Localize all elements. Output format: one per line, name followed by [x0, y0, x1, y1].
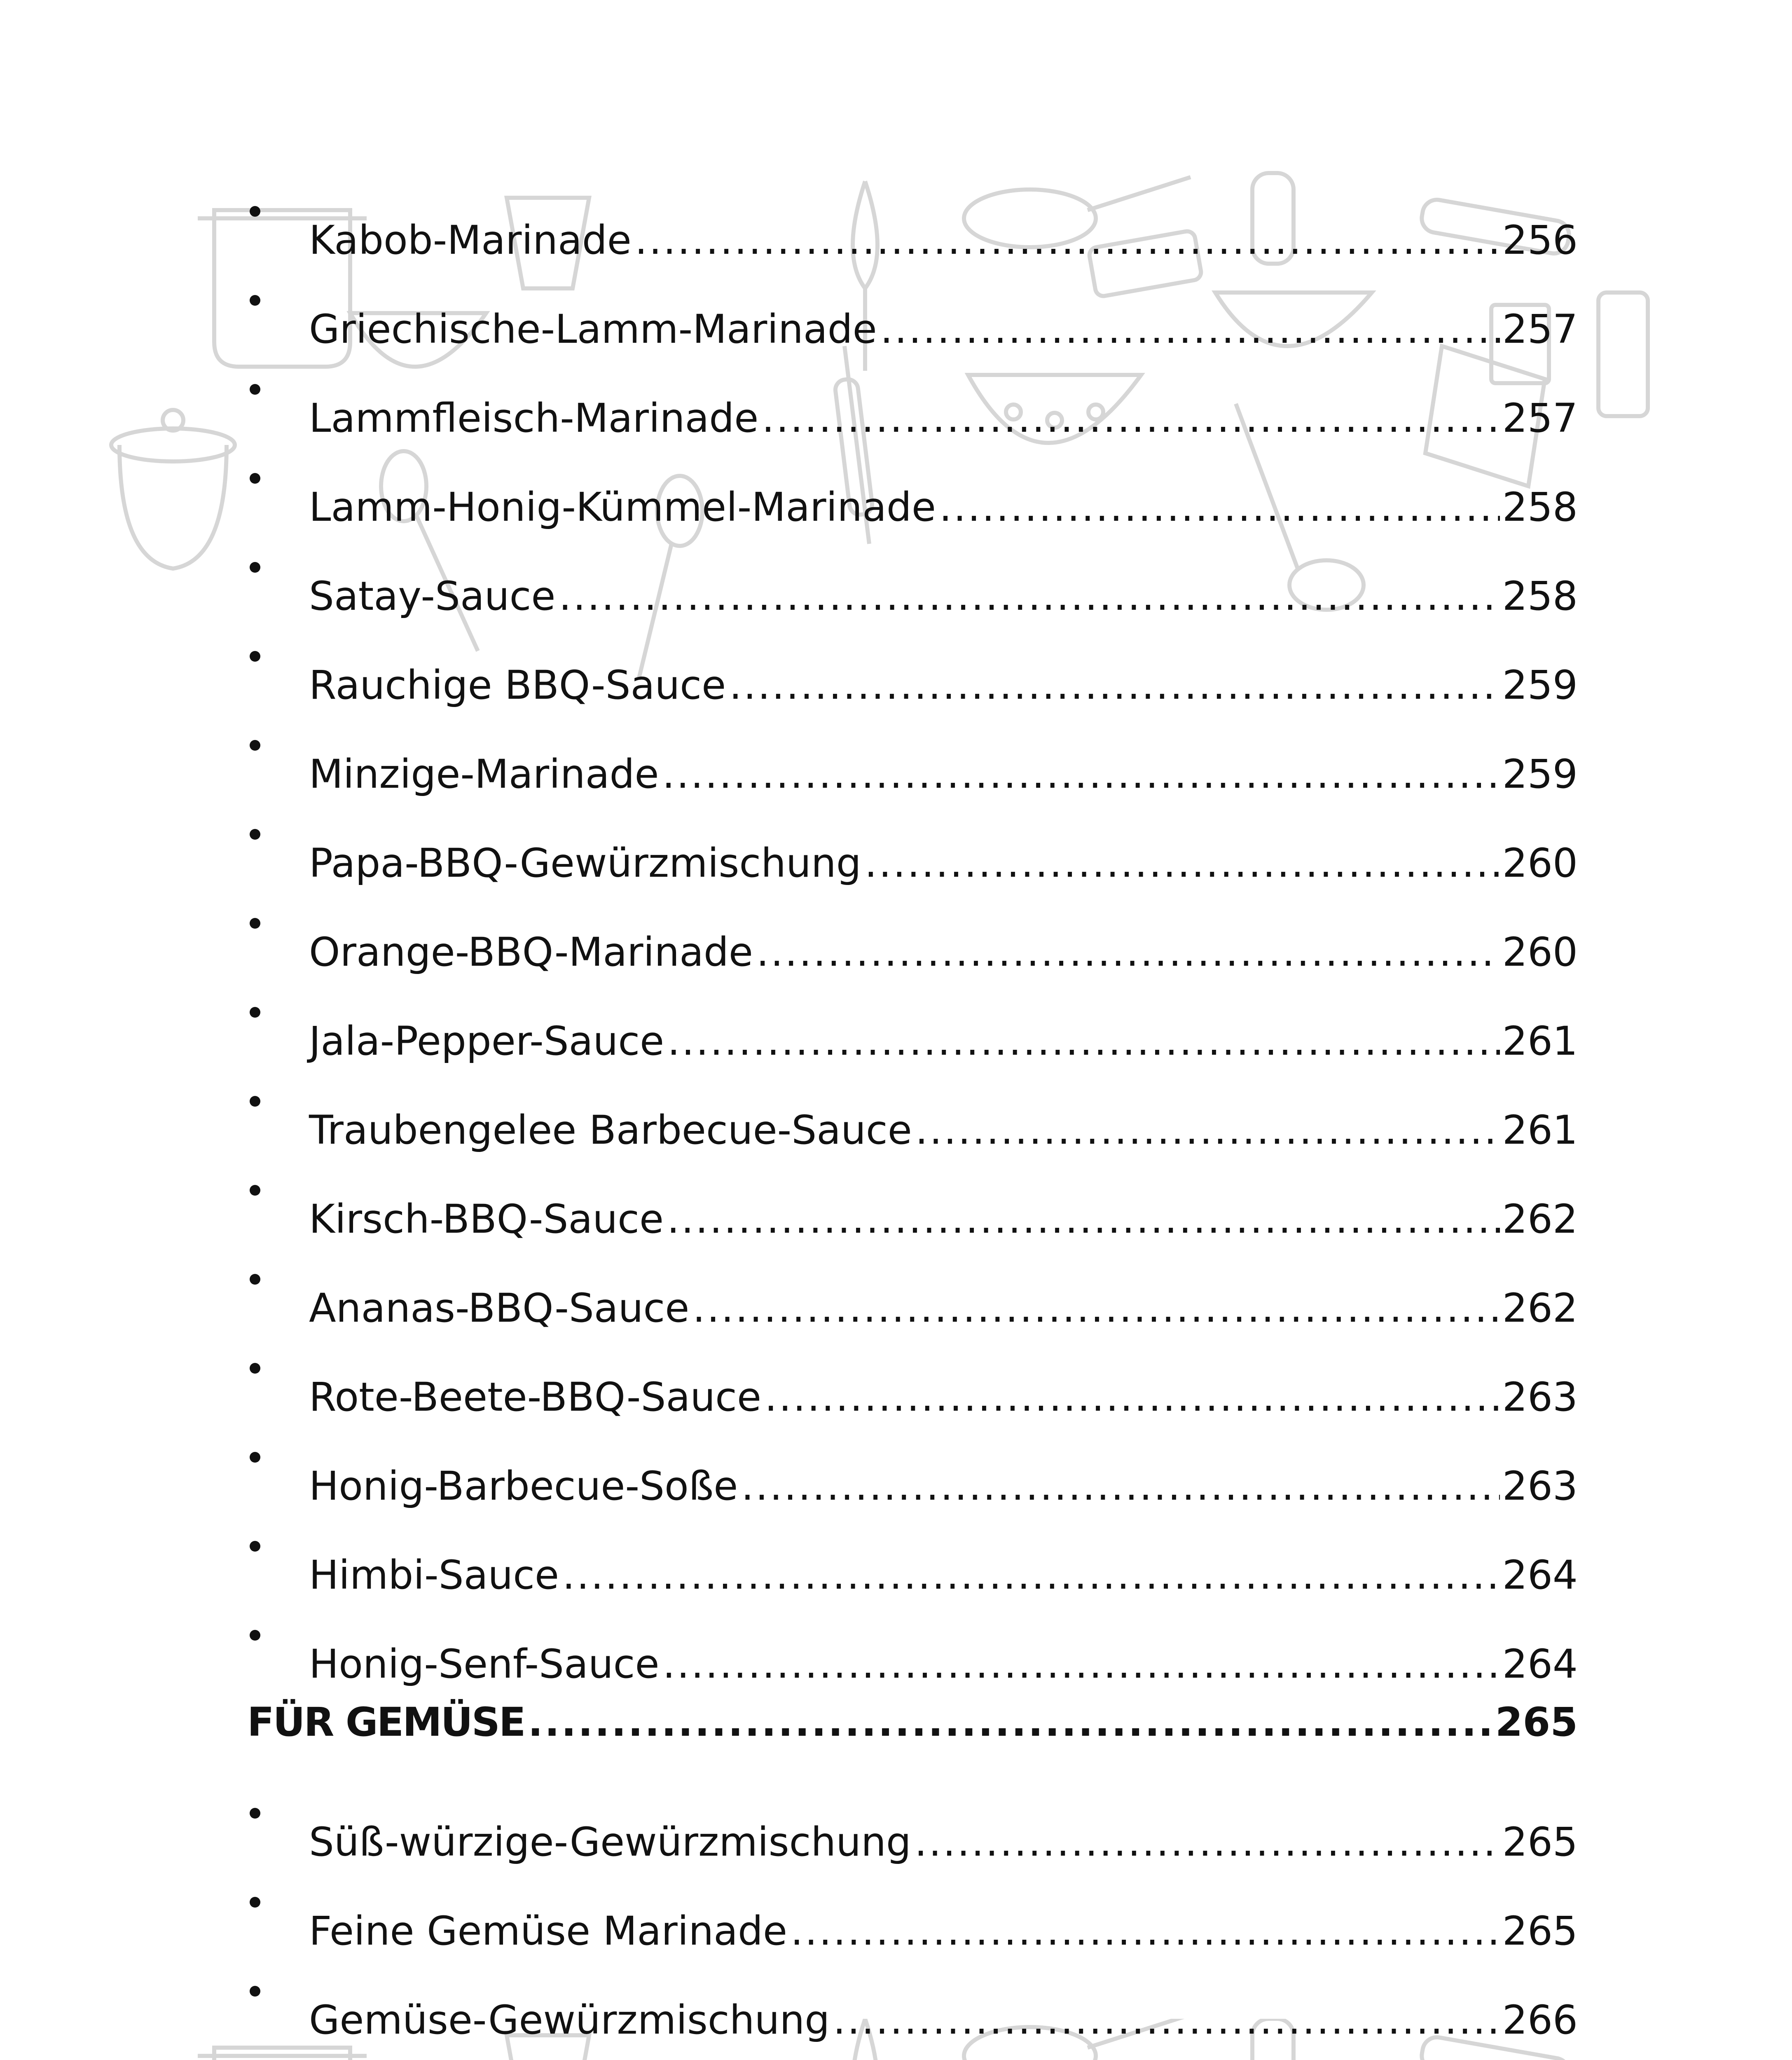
toc-entry[interactable]	[247, 1411, 1578, 1509]
bullet-icon	[247, 788, 309, 877]
toc-entry-page: 263	[1502, 1463, 1578, 1509]
bullet-icon	[247, 343, 309, 432]
bullet-icon	[247, 1589, 309, 1678]
toc-entry[interactable]	[247, 432, 1578, 530]
bullet-icon	[247, 165, 309, 254]
toc-entry-title: Kabob-Marinade	[309, 217, 632, 263]
toc-entry[interactable]	[247, 1945, 1578, 2043]
toc-entry-title: Feine Gemüse Marinade	[309, 1908, 787, 1954]
toc-entry-page: 263	[1502, 1374, 1578, 1420]
bullet-icon	[247, 966, 309, 1055]
toc-entry-page: 264	[1502, 1552, 1578, 1598]
toc-entry-title: Ananas-BBQ-Sauce	[309, 1285, 690, 1331]
bullet-icon	[247, 1144, 309, 1233]
bullet-icon	[247, 2034, 309, 2060]
toc-entry-page: 257	[1502, 306, 1578, 352]
toc-entry[interactable]	[247, 165, 1578, 263]
toc-entry-page: 264	[1502, 1641, 1578, 1687]
toc-entry-page: 261	[1502, 1018, 1578, 1064]
toc-entry-page: 265	[1502, 1908, 1578, 1954]
toc-entry-title: Himbi-Sauce	[309, 1552, 559, 1598]
toc-entry[interactable]	[247, 699, 1578, 797]
toc-entry-page: 266	[1502, 1997, 1578, 2043]
toc-entry-title: Minzige-Marinade	[309, 751, 659, 797]
toc-entry-title: Honig-Senf-Sauce	[309, 1641, 660, 1687]
toc-entry-title: Honig-Barbecue-Soße	[309, 1463, 738, 1509]
bullet-icon	[247, 610, 309, 699]
toc-entry-page: 262	[1502, 1196, 1578, 1242]
bullet-icon	[247, 1233, 309, 1322]
toc-entry-page: 262	[1502, 1285, 1578, 1331]
bullet-icon	[247, 1055, 309, 1144]
toc-entry-page: 259	[1502, 751, 1578, 797]
toc-entry-page: 256	[1502, 217, 1578, 263]
toc-entry-title: Traubengelee Barbecue-Sauce	[309, 1107, 912, 1153]
toc-entry-title: Jala-Pepper-Sauce	[309, 1018, 664, 1064]
bullet-icon	[247, 1767, 309, 1856]
toc-entry-page: 258	[1502, 484, 1578, 530]
bullet-icon	[247, 432, 309, 521]
bullet-icon	[247, 877, 309, 966]
toc-entry-title: Lamm-Honig-Kümmel-Marinade	[309, 484, 936, 530]
toc-entry-page: 258	[1502, 573, 1578, 619]
toc-entry[interactable]	[247, 1233, 1578, 1331]
toc-entry[interactable]	[247, 521, 1578, 619]
toc-entry-page: 257	[1502, 395, 1578, 441]
toc-entry-page: 265	[1502, 1819, 1578, 1865]
toc-entry-page: 260	[1502, 929, 1578, 975]
toc-entry-title: Gemüse-Gewürzmischung	[309, 1997, 830, 2043]
dot-leader	[528, 1678, 1493, 1767]
toc-entry[interactable]	[247, 1856, 1578, 1954]
toc-entry[interactable]	[247, 1589, 1578, 1687]
toc-entry[interactable]	[247, 1500, 1578, 1598]
toc-entry-title: Süß-würzige-Gewürzmischung	[309, 1819, 911, 1865]
toc-entry-title: Rote-Beete-BBQ-Sauce	[309, 1374, 761, 1420]
toc-entry-page: 259	[1502, 662, 1578, 708]
toc-entry-title: Kirsch-BBQ-Sauce	[309, 1196, 664, 1242]
bullet-icon	[247, 254, 309, 343]
bullet-icon	[247, 1945, 309, 2034]
toc-entry-title: Lammfleisch-Marinade	[309, 395, 759, 441]
toc-entry[interactable]	[247, 254, 1578, 352]
bullet-icon	[247, 1411, 309, 1500]
toc-entry[interactable]	[247, 1144, 1578, 1242]
toc-entry-title: Orange-BBQ-Marinade	[309, 929, 753, 975]
toc-entry[interactable]	[247, 1055, 1578, 1153]
toc-entry[interactable]	[247, 610, 1578, 708]
toc-section-page: 265	[1495, 1699, 1578, 1745]
toc-section-title: FÜR GEMÜSE	[247, 1699, 525, 1745]
bullet-icon	[247, 1856, 309, 1945]
toc-entry-title: Griechische-Lamm-Marinade	[309, 306, 877, 352]
toc-section-heading[interactable]	[247, 1678, 1578, 1767]
toc-entry[interactable]	[247, 877, 1578, 975]
bullet-icon	[247, 1500, 309, 1589]
bullet-icon	[247, 1322, 309, 1411]
toc-entry-title: Rauchige BBQ-Sauce	[309, 662, 726, 708]
toc-entry-page: 261	[1502, 1107, 1578, 1153]
table-of-contents	[247, 165, 1578, 2060]
toc-entry-page: 260	[1502, 840, 1578, 886]
toc-entry[interactable]	[247, 1322, 1578, 1420]
toc-entry[interactable]	[247, 788, 1578, 886]
bullet-icon	[247, 699, 309, 788]
toc-entry-title: Satay-Sauce	[309, 573, 556, 619]
bullet-icon	[247, 521, 309, 610]
toc-entry[interactable]	[247, 966, 1578, 1064]
toc-entry[interactable]	[247, 343, 1578, 441]
toc-entry[interactable]	[247, 2034, 1578, 2060]
toc-entry-title: Papa-BBQ-Gewürzmischung	[309, 840, 861, 886]
toc-entry[interactable]	[247, 1767, 1578, 1865]
